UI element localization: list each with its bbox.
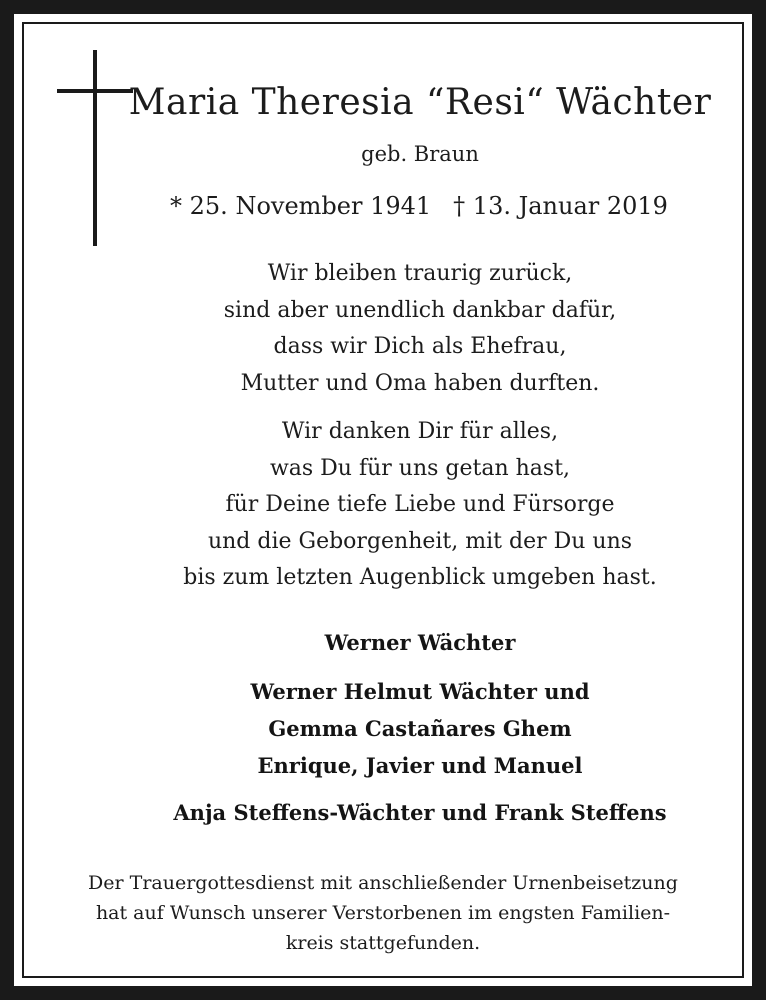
- death-dagger-icon: †: [453, 192, 466, 220]
- poem-line: Wir bleiben traurig zurück,: [267, 261, 573, 286]
- footer-line: hat auf Wunsch unserer Verstorbenen im engsten Familien-: [95, 902, 671, 924]
- life-dates: [170, 192, 668, 220]
- family-line: Gemma Castañares Ghem: [268, 716, 572, 741]
- maiden-name: geb. Braun: [361, 142, 479, 166]
- poem-line: Mutter und Oma haben durften.: [240, 370, 600, 396]
- family-line: Enrique, Javier und Manuel: [257, 753, 583, 778]
- footer-line: kreis stattgefunden.: [285, 932, 481, 954]
- poem-line: bis zum letzten Augenblick umgeben hast.: [183, 565, 657, 590]
- poem-line: sind aber unendlich dankbar dafür,: [223, 297, 617, 323]
- birth-date: 25. November 1941: [189, 192, 432, 220]
- poem-line: für Deine tiefe Liebe und Fürsorge: [225, 492, 615, 517]
- deceased-name: Maria Theresia “Resi“ Wächter: [128, 82, 712, 123]
- family-group-3: Anja Steffens-Wächter und Frank Steffens: [173, 800, 667, 825]
- birth-star-icon: *: [170, 192, 182, 220]
- family-line: Werner Helmut Wächter und: [250, 679, 590, 704]
- death-date: 13. Januar 2019: [472, 192, 668, 220]
- service-notice: [0, 868, 766, 958]
- family-group-2: [0, 673, 766, 784]
- poem-line: was Du für uns getan hast,: [269, 455, 571, 481]
- poem-line: dass wir Dich als Ehefrau,: [273, 334, 567, 359]
- poem-stanza-1: [0, 256, 766, 402]
- family-spouse: Werner Wächter: [324, 630, 516, 655]
- footer-line: Der Trauergottesdienst mit anschließender Urnenbeisetzung: [88, 872, 678, 894]
- poem-stanza-2: [0, 414, 766, 597]
- poem-line: und die Geborgenheit, mit der Du uns: [207, 528, 633, 554]
- poem-line: Wir danken Dir für alles,: [281, 419, 559, 444]
